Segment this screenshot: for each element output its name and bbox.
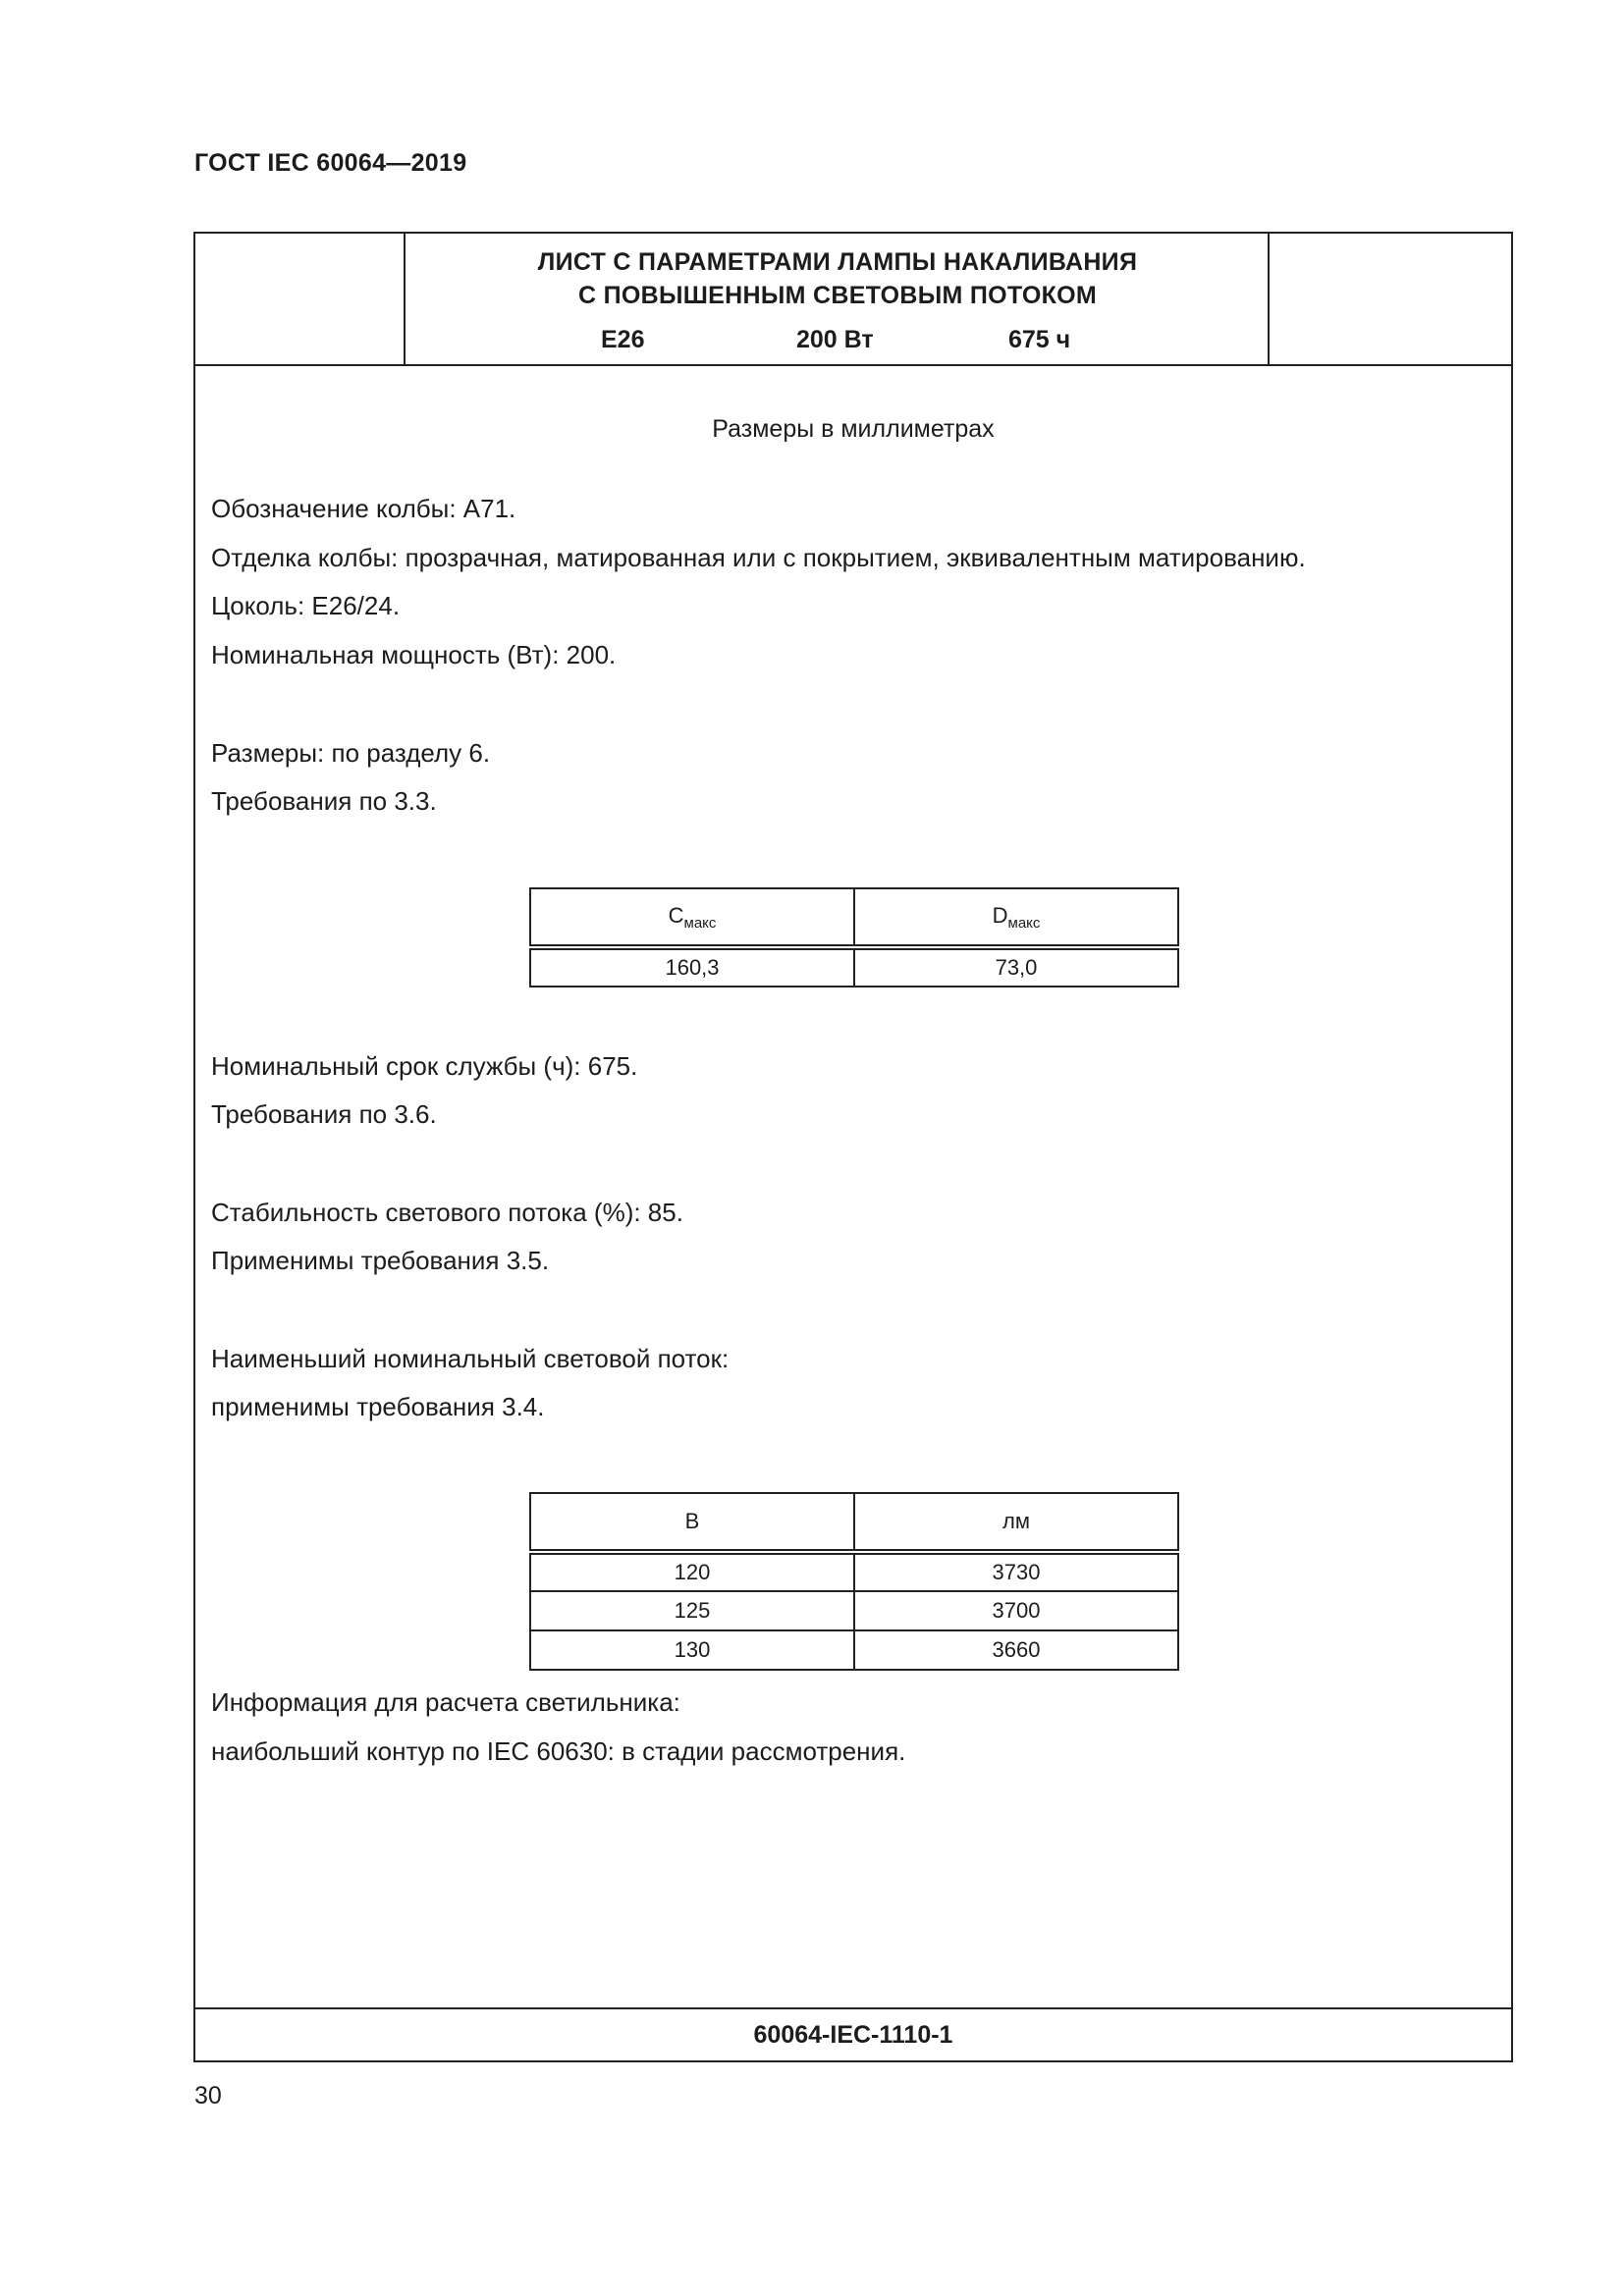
requirements-3-5: Применимы требования 3.5. — [211, 1246, 550, 1275]
table-row — [530, 947, 1178, 987]
voltage-header: В — [530, 1493, 854, 1552]
flux-table — [529, 1492, 1179, 1671]
lumen-cell: 3730 — [854, 1552, 1178, 1591]
luminaire-info: Информация для расчета светильника: — [211, 1687, 680, 1717]
lumen-cell: 3700 — [854, 1591, 1178, 1630]
sheet-title-line2: С ПОВЫШЕННЫМ СВЕТОВЫМ ПОТОКОМ — [577, 282, 1097, 309]
voltage-cell: 125 — [530, 1591, 854, 1630]
sheet-title — [406, 245, 1270, 312]
dimensions-table — [529, 887, 1179, 988]
c-max-value: 160,3 — [530, 947, 854, 987]
dimensions-ref: Размеры: по разделу 6. — [211, 738, 491, 768]
sheet-footer-code: 60064-IEC-1110-1 — [195, 2007, 1511, 2060]
header-right-cell — [1268, 234, 1511, 364]
data-sheet-frame — [193, 232, 1513, 2062]
sheet-header — [195, 234, 1511, 366]
header-cap: E26 — [601, 326, 645, 353]
cap-type: Цоколь: E26/24. — [211, 591, 401, 620]
flux-table-header — [530, 1493, 1178, 1552]
voltage-cell: 120 — [530, 1552, 854, 1591]
table-row — [530, 1630, 1178, 1670]
rated-life: Номинальный срок службы (ч): 675. — [211, 1051, 638, 1081]
rated-power: Номинальная мощность (Вт): 200. — [211, 640, 617, 669]
min-flux-title: Наименьший номинальный световой поток: — [211, 1344, 730, 1373]
bulb-finish: Отделка колбы: прозрачная, матированная или с покрытием, эквивалентным матированию. — [211, 543, 1306, 572]
lumen-maintenance: Стабильность светового потока (%): 85. — [211, 1198, 683, 1227]
sheet-title-line1: ЛИСТ С ПАРАМЕТРАМИ ЛАМПЫ НАКАЛИВАНИЯ — [537, 248, 1138, 276]
requirements-3-4: применимы требования 3.4. — [211, 1392, 545, 1421]
page-number: 30 — [194, 2082, 222, 2109]
table-row — [530, 1591, 1178, 1630]
voltage-cell: 130 — [530, 1630, 854, 1670]
dimensions-table-header — [530, 888, 1178, 947]
document-code: ГОСТ IEC 60064—2019 — [194, 149, 467, 177]
table-row — [530, 1552, 1178, 1591]
d-max-value: 73,0 — [854, 947, 1178, 987]
header-power: 200 Вт — [796, 326, 874, 353]
max-outline: наибольший контур по IEC 60630: в стадии рассмотрения. — [211, 1736, 906, 1766]
d-max-header: $D_{макс}$ — [854, 888, 1178, 947]
requirements-3-6: Требования по 3.6. — [211, 1099, 437, 1129]
c-max-header: $C_{макс}$ — [530, 888, 854, 947]
lumen-cell: 3660 — [854, 1630, 1178, 1670]
lumen-header: лм — [854, 1493, 1178, 1552]
header-left-cell — [195, 234, 406, 364]
bulb-designation: Обозначение колбы: A71. — [211, 494, 516, 523]
header-life: 675 ч — [1008, 326, 1071, 353]
units-note: Размеры в миллиметрах — [712, 415, 995, 443]
requirements-3-3: Требования по 3.3. — [211, 786, 437, 816]
